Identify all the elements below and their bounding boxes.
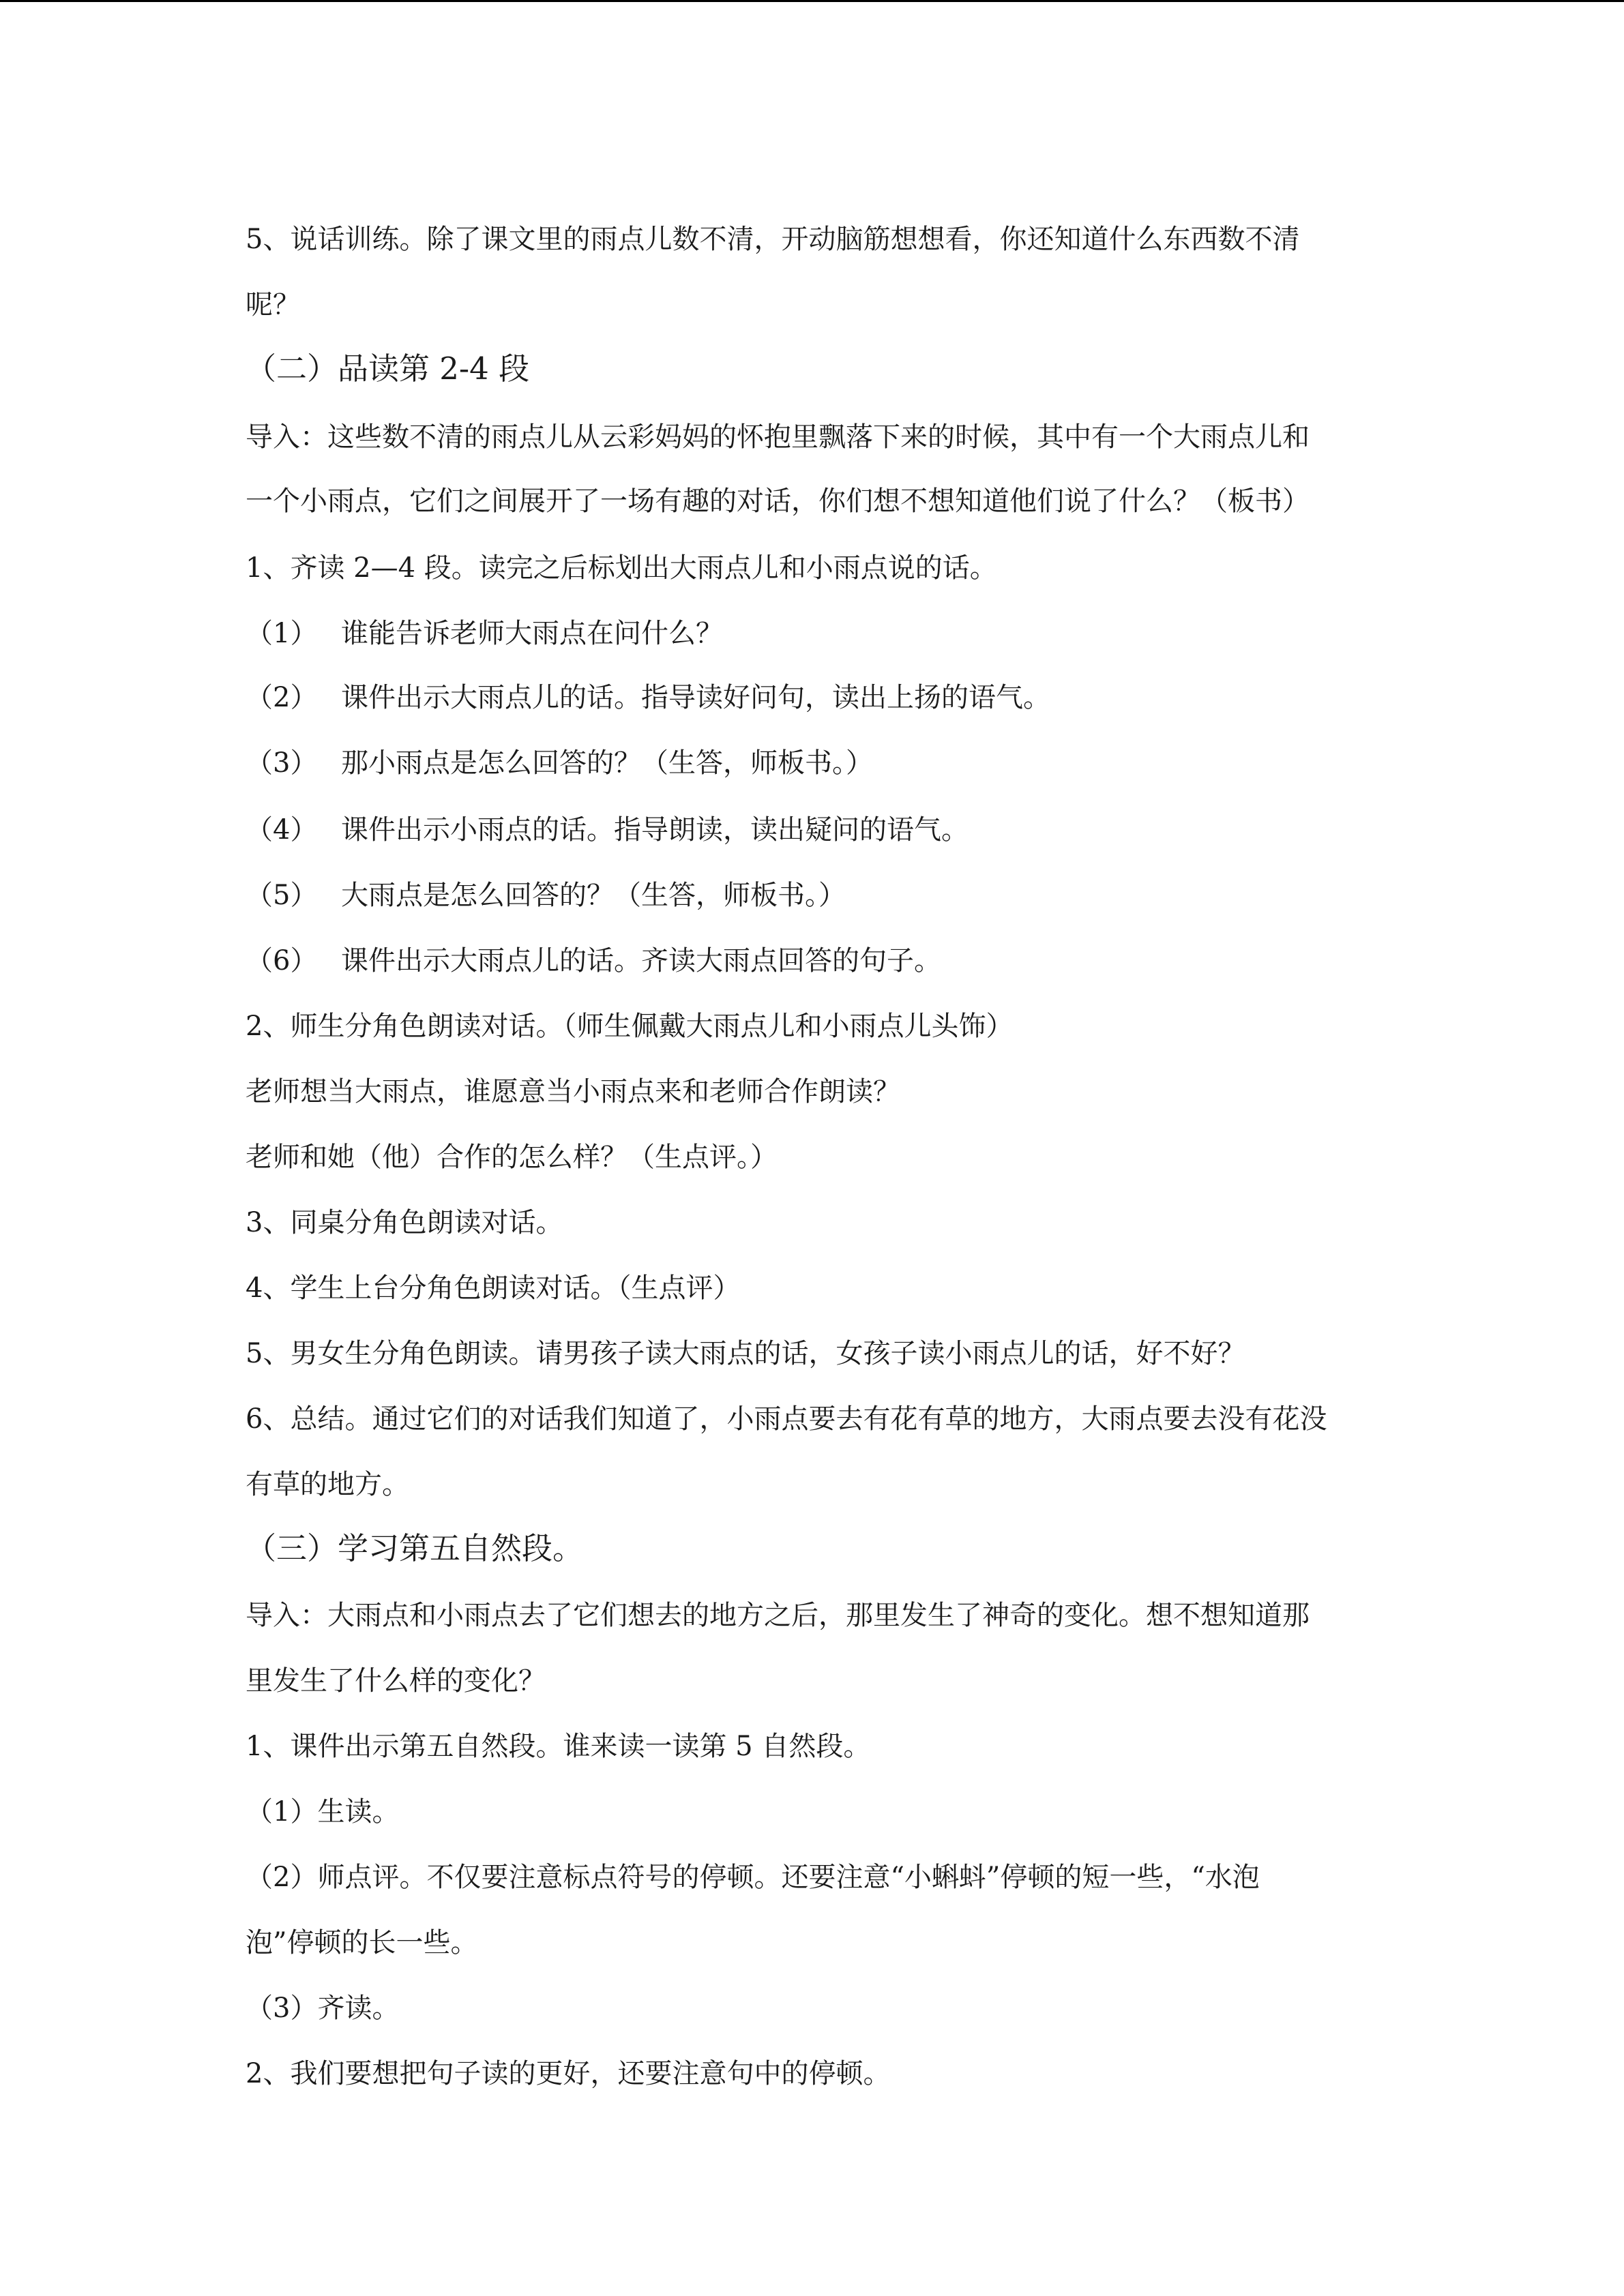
list-item	[246, 797, 969, 863]
list-item-text: 谁能告诉老师大雨点在问什么？	[341, 618, 723, 649]
list-item-number: （4）	[246, 814, 318, 846]
list-item	[246, 730, 873, 796]
paragraph-line: 3、同桌分角色朗读对话。	[246, 1207, 563, 1238]
paragraph-line: 呢？	[246, 289, 300, 320]
paragraph-line: 导入：这些数不清的雨点儿从云彩妈妈的怀抱里飘落下来的时候，其中有一个大雨点儿和	[246, 421, 1310, 453]
section-heading: （二）品读第 2-4 段	[246, 351, 530, 387]
paragraph-line: 6、总结。通过它们的对话我们知道了，小雨点要去有花有草的地方，大雨点要去没有花没	[246, 1403, 1327, 1435]
paragraph-line: 导入：大雨点和小雨点去了它们想去的地方之后，那里发生了神奇的变化。想不想知道那	[246, 1600, 1310, 1631]
paragraph-line: 5、男女生分角色朗读。请男孩子读大雨点的话，女孩子读小雨点儿的话，好不好？	[246, 1338, 1245, 1369]
paragraph-line: 老师和她（他）合作的怎么样？（生点评。）	[246, 1142, 778, 1173]
paragraph-line: 1、课件出示第五自然段。谁来读一读第 5 自然段。	[246, 1731, 871, 1762]
paragraph-line: 4、学生上台分角色朗读对话。（生点评）	[246, 1272, 741, 1304]
list-item-text: 课件出示大雨点儿的话。指导读好问句，读出上扬的语气。	[341, 682, 1050, 713]
list-item-text: 大雨点是怎么回答的？（生答，师板书。）	[341, 880, 846, 911]
paragraph-line: 1、齐读 2—4 段。读完之后标划出大雨点儿和小雨点说的话。	[246, 552, 997, 584]
list-item-text: 课件出示小雨点的话。指导朗读，读出疑问的语气。	[341, 814, 969, 846]
list-item	[246, 928, 941, 994]
list-item	[246, 863, 846, 928]
paragraph-line: 一个小雨点，它们之间展开了一场有趣的对话，你们想不想知道他们说了什么？（板书）	[246, 486, 1310, 517]
paragraph-line: （3）齐读。	[246, 1993, 400, 2024]
paragraph-line: （1）生读。	[246, 1796, 400, 1828]
paragraph-line: 里发生了什么样的变化？	[246, 1665, 546, 1697]
paragraph-line: 5、说话训练。除了课文里的雨点儿数不清，开动脑筋想想看，你还知道什么东西数不清	[246, 224, 1300, 255]
paragraph-line: 2、我们要想把句子读的更好，还要注意句中的停顿。	[246, 2058, 891, 2089]
list-item	[246, 665, 1050, 730]
section-heading: （三）学习第五自然段。	[246, 1530, 584, 1566]
list-item-number: （1）	[246, 618, 318, 649]
list-item-text: 课件出示大雨点儿的话。齐读大雨点回答的句子。	[341, 945, 941, 976]
paragraph-line: （2）师点评。不仅要注意标点符号的停顿。还要注意“小蝌蚪”停顿的短一些，“水泡	[246, 1862, 1260, 1893]
paragraph-line: 泡”停顿的长一些。	[246, 1927, 478, 1958]
list-item-number: （5）	[246, 880, 318, 911]
list-item-text: 那小雨点是怎么回答的？（生答，师板书。）	[341, 747, 873, 779]
paragraph-line: 2、师生分角色朗读对话。（师生佩戴大雨点儿和小雨点儿头饰）	[246, 1011, 1014, 1042]
list-item	[246, 601, 723, 666]
list-item-number: （6）	[246, 945, 318, 976]
list-item-number: （3）	[246, 747, 318, 779]
list-item-number: （2）	[246, 682, 318, 713]
paragraph-line: 有草的地方。	[246, 1469, 409, 1500]
paragraph-line: 老师想当大雨点，谁愿意当小雨点来和老师合作朗读？	[246, 1076, 900, 1107]
